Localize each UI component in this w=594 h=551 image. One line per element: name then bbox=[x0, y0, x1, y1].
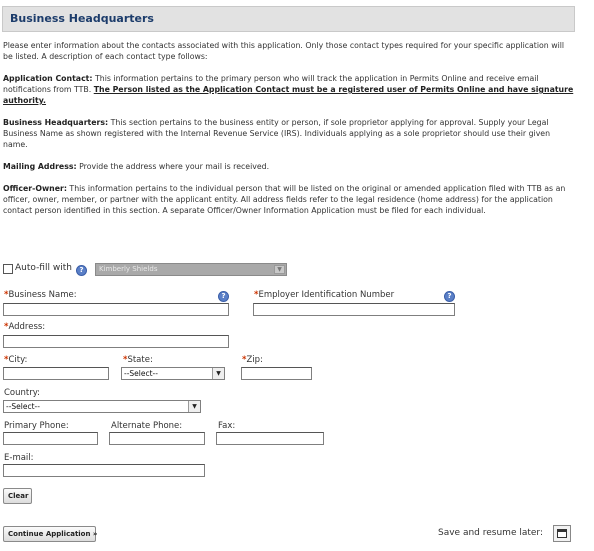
required-marker: * bbox=[254, 290, 259, 300]
officer-owner-description bbox=[3, 183, 575, 216]
primary-phone-input[interactable] bbox=[3, 432, 98, 445]
mailing-address-text: Provide the address where your mail is received. bbox=[76, 162, 270, 171]
zip-input[interactable] bbox=[241, 367, 312, 380]
officer-owner-title: Officer-Owner: bbox=[3, 184, 67, 193]
mailing-address-title: Mailing Address: bbox=[3, 162, 77, 171]
chevron-down-icon: ▼ bbox=[274, 265, 285, 274]
fax-label: Fax: bbox=[218, 421, 236, 431]
save-icon[interactable] bbox=[553, 525, 571, 542]
application-contact-title: Application Contact: bbox=[3, 74, 93, 83]
section-header bbox=[2, 6, 575, 32]
ein-label: *Employer Identification Number bbox=[254, 290, 395, 300]
zip-label: *Zip: bbox=[242, 355, 263, 365]
address-input[interactable] bbox=[3, 335, 229, 348]
contact-type-descriptions bbox=[3, 40, 575, 227]
business-headquarters-description bbox=[3, 117, 575, 150]
business-headquarters-text: This section pertains to the business entity or person, if sole proprietor applying for approval. Supply your Legal Business Name as shown registered with the Internal Revenue Service (IRS). Individuals applying as a sole proprietor should use their given name. bbox=[3, 118, 551, 149]
continue-application-button[interactable]: Continue Application » bbox=[3, 526, 96, 542]
state-select[interactable] bbox=[121, 367, 225, 380]
section-title: Business Headquarters bbox=[10, 12, 154, 25]
required-marker: * bbox=[123, 355, 128, 365]
intro-text: Please enter information about the contacts associated with this application. Only those contact types required for your specific application will be listed. A description of each contact type follows: bbox=[3, 41, 565, 61]
required-marker: * bbox=[4, 322, 9, 332]
autofill-selected-value: Kimberly Shields bbox=[99, 265, 158, 273]
city-input[interactable] bbox=[3, 367, 109, 380]
business-headquarters-title: Business Headquarters: bbox=[3, 118, 109, 127]
chevron-down-icon: ▼ bbox=[188, 401, 200, 412]
help-icon[interactable]: ? bbox=[76, 265, 87, 276]
country-selected-value: --Select-- bbox=[6, 402, 40, 411]
save-resume-label: Save and resume later: bbox=[438, 528, 543, 538]
address-label: *Address: bbox=[4, 322, 46, 332]
help-icon[interactable]: ? bbox=[218, 291, 229, 302]
chevron-down-icon: ▼ bbox=[212, 368, 224, 379]
alternate-phone-input[interactable] bbox=[109, 432, 205, 445]
email-label: E-mail: bbox=[4, 453, 34, 463]
application-contact-text: This information pertains to the primary person who will track the application in Permits Online and receive email notifications from TTB. bbox=[3, 74, 539, 94]
application-contact-description bbox=[3, 73, 575, 106]
primary-phone-label: Primary Phone: bbox=[4, 421, 69, 431]
clear-button[interactable]: Clear bbox=[3, 488, 32, 504]
email-input[interactable] bbox=[3, 464, 205, 477]
alternate-phone-label: Alternate Phone: bbox=[111, 421, 183, 431]
required-marker: * bbox=[4, 290, 9, 300]
country-label: Country: bbox=[4, 388, 41, 398]
autofill-checkbox[interactable] bbox=[3, 264, 13, 274]
officer-owner-text: This information pertains to the individual person that will be listed on the original or amended application filed with TTB as an officer, owner, member, or partner with the applicant entity. All address fields refer to the legal residence (home address) for the application contact person identified in this section. A separate Officer/Owner Information Application must be filed for each individual. bbox=[3, 184, 566, 215]
ein-input[interactable] bbox=[253, 303, 455, 316]
required-marker: * bbox=[4, 355, 9, 365]
autofill-select[interactable] bbox=[95, 263, 287, 276]
country-select[interactable] bbox=[3, 400, 201, 413]
business-name-input[interactable] bbox=[3, 303, 229, 316]
autofill-label: Auto-fill with bbox=[15, 263, 72, 273]
state-label: *State: bbox=[123, 355, 153, 365]
fax-input[interactable] bbox=[216, 432, 324, 445]
business-name-label: *Business Name: bbox=[4, 290, 77, 300]
state-selected-value: --Select-- bbox=[124, 369, 158, 378]
application-contact-emphasis: The Person listed as the Application Contact must be a registered user of Permits Online and have signature authority. bbox=[3, 85, 574, 105]
required-marker: * bbox=[242, 355, 247, 365]
help-icon[interactable]: ? bbox=[444, 291, 455, 302]
city-label: *City: bbox=[4, 355, 28, 365]
mailing-address-description bbox=[3, 161, 575, 172]
